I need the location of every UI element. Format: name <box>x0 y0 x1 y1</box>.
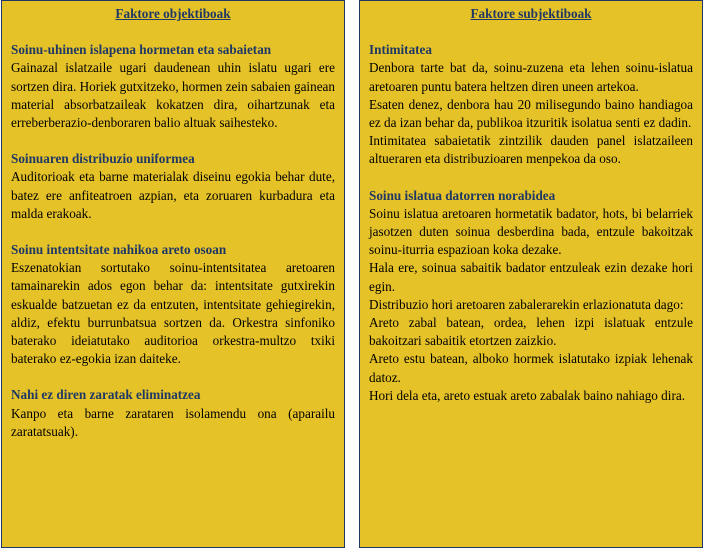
section-paragraph: Kanpo eta barne zarataren isolamendu ona (aparailu zaratatsuak). <box>11 405 335 439</box>
section-heading: Soinu islatua datorren norabidea <box>369 187 556 203</box>
section-noise <box>11 386 335 441</box>
section-paragraph: Soinu islatua aretoaren hormetatik badator, hots, bi belarriek jasotzen duten soinua desberdina bada, entzule bakoitzak soinu-iturria espazioan koka dezake. <box>369 205 693 258</box>
section-direction <box>369 187 693 405</box>
section-heading: Soinu intentsitate nahikoa areto osoan <box>11 242 227 258</box>
section-intensity <box>11 241 335 368</box>
section-paragraph: Eszenatokian sortutako soinu-intentsitatea aretoaren tamainarekin ados egon behar da: intentsitate gutxirekin eskualde batzuetan ez da entzuten, intentsitate gehiegirekin, aldiz, efektu burrunbatsua sortzen da. Orkestra sinfoniko baterako ideiatutako auditorioa orkestra-multzo txiki baterako ez-egokia izan daiteke. <box>11 260 335 367</box>
section-heading: Soinu-uhinen islapena hormetan eta sabaietan <box>11 42 272 58</box>
section-paragraph: Hala ere, soinua sabaitik badator entzuleak ezin dezake hori egin. <box>369 260 693 294</box>
section-heading: Nahi ez diren zaratak eliminatzea <box>11 387 201 403</box>
panel-title: Faktore subjektiboak <box>470 6 592 21</box>
section-heading: Soinuaren distribuzio uniformea <box>11 151 195 167</box>
section-paragraph: Hori dela eta, areto estuak areto zabalak baino nahiago dira. <box>369 387 685 403</box>
section-paragraph: Areto estu batean, alboko hormek islatutako izpiak lehenak datoz. <box>369 351 693 385</box>
section-paragraph: Areto zabal batean, ordea, lehen izpi islatuak entzule bakoitzari sabaitik etortzen zaizkio. <box>369 315 693 349</box>
section-paragraph: Gainazal islatzaile ugari daudenean uhin islatu ugari ere sortzen dira. Horiek gutxitzeko, hormen zein sabaien gainean material absorbatzaileak kokatzen dira, oihartzunak eta erreberberazio-denboraren balio altuak saihesteko. <box>11 60 335 131</box>
section-heading: Intimitatea <box>369 42 432 58</box>
section-distribution <box>11 150 335 223</box>
section-paragraph: Auditorioak eta barne materialak diseinu egokia behar dute, batez ere anfiteatroen azpian, eta zoruaren kurbadura eta malda erakoak. <box>11 169 335 221</box>
panel-title: Faktore objektiboak <box>115 6 231 21</box>
section-paragraph: Distribuzio hori aretoaren zabalerarekin erlazionatuta dago: <box>369 296 684 312</box>
section-intimacy <box>369 41 693 168</box>
section-paragraph: Esaten denez, denbora hau 20 milisegundo baino handiagoa ez da izan behar da, publikoa itzuritik isolatua senti ez dadin. <box>369 96 693 131</box>
section-paragraph: Intimitatea sabaietatik zintzilik dauden panel islatzaileen altueraren eta distribuzioaren menpekoa da oso. <box>369 133 693 167</box>
subjective-factors-panel <box>359 0 703 548</box>
section-reflection <box>11 41 335 132</box>
objective-factors-panel <box>1 0 345 548</box>
section-paragraph: Denbora tarte bat da, soinu-zuzena eta lehen soinu-islatua aretoaren puntu batera heltzen diren uneen artekoa. <box>369 60 693 94</box>
